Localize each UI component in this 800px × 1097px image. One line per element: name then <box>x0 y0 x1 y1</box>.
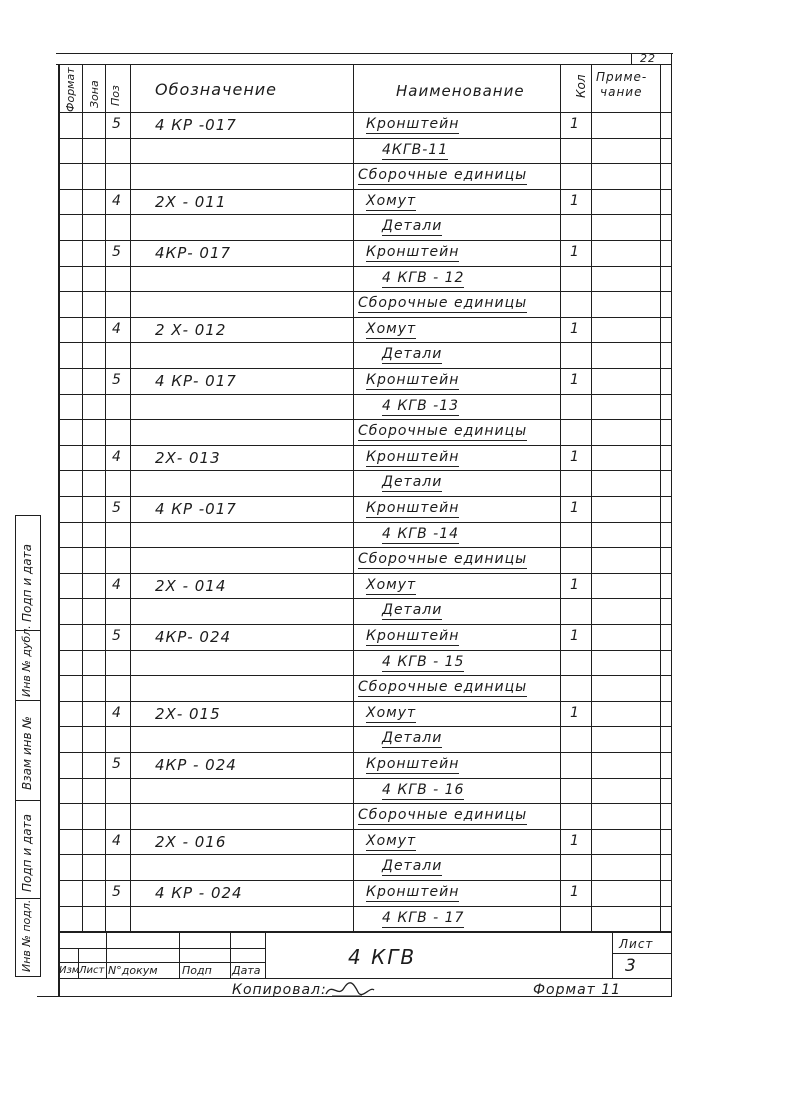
side-strip-inner-line <box>40 515 41 976</box>
row-qty: 1 <box>570 321 580 337</box>
row-name: 4 КГВ -13 <box>382 398 460 414</box>
copier-signature <box>322 980 378 1000</box>
copied-label: Копировал: <box>232 982 327 998</box>
row-line <box>58 470 671 471</box>
row-pos: 5 <box>112 756 122 772</box>
format-label: Формат 11 <box>533 982 622 998</box>
row-line <box>58 803 671 804</box>
header-top-line <box>56 64 672 65</box>
tb-label-list: Лист <box>79 965 105 976</box>
row-line <box>58 726 671 727</box>
row-qty: 1 <box>570 884 580 900</box>
row-pos: 5 <box>112 116 122 132</box>
top-frame-line <box>56 53 673 54</box>
tb-label-doc: N°докум <box>108 964 158 977</box>
tb-col-podp <box>230 932 231 978</box>
row-line <box>58 778 671 779</box>
row-designation: 2Х- 013 <box>155 449 221 467</box>
row-name: Кронштейн <box>366 500 460 516</box>
row-qty: 1 <box>570 244 580 260</box>
row-name: Детали <box>382 602 443 618</box>
row-qty: 1 <box>570 449 580 465</box>
row-name: Кронштейн <box>366 244 460 260</box>
row-name: Хомут <box>366 321 417 337</box>
row-name: Кронштейн <box>366 884 460 900</box>
title-block-row1 <box>58 948 265 949</box>
row-pos: 4 <box>112 321 122 337</box>
row-name: Детали <box>382 218 443 234</box>
row-pos: 4 <box>112 577 122 593</box>
row-line <box>58 394 671 395</box>
row-name: Сборочные единицы <box>358 679 528 695</box>
row-line <box>58 445 671 446</box>
row-line <box>58 624 671 625</box>
right-frame-line <box>671 53 672 997</box>
row-designation: 2Х- 015 <box>155 705 221 723</box>
row-line <box>58 189 671 190</box>
row-designation: 4КР- 024 <box>155 628 232 646</box>
row-name: Кронштейн <box>366 756 460 772</box>
row-name: Детали <box>382 474 443 490</box>
row-name: 4 КГВ - 15 <box>382 654 465 670</box>
row-name: 4 КГВ - 16 <box>382 782 465 798</box>
title-block-bottom <box>58 978 671 979</box>
row-name: Кронштейн <box>366 116 460 132</box>
row-pos: 4 <box>112 449 122 465</box>
row-designation: 2Х - 016 <box>155 833 227 851</box>
side-strip-outer-line <box>15 515 16 976</box>
row-line <box>58 547 671 548</box>
col-line-designation <box>353 64 354 932</box>
header-designation: Обозначение <box>155 80 278 99</box>
col-line-note <box>660 64 661 932</box>
row-designation: 2 Х- 012 <box>155 321 227 339</box>
row-line <box>58 317 671 318</box>
row-qty: 1 <box>570 500 580 516</box>
row-line <box>58 573 671 574</box>
row-designation: 4 КР -017 <box>155 116 237 134</box>
header-format: Формат <box>64 67 77 112</box>
row-designation: 2Х - 011 <box>155 193 227 211</box>
side-label-inv-podl: Инв № подл. <box>20 899 33 972</box>
tb-label-izm: Изм <box>59 965 80 976</box>
row-pos: 4 <box>112 193 122 209</box>
row-line <box>58 496 671 497</box>
row-line <box>58 163 671 164</box>
row-designation: 4 КР - 024 <box>155 884 243 902</box>
header-zone: Зона <box>88 80 101 108</box>
header-pos: Поз <box>109 85 122 106</box>
tb-col-doc <box>179 932 180 978</box>
row-designation: 4 КР- 017 <box>155 372 237 390</box>
row-name: Хомут <box>366 833 417 849</box>
row-line <box>58 880 671 881</box>
row-name: Хомут <box>366 577 417 593</box>
header-qty: Кол <box>574 74 588 98</box>
header-note-1: Приме- <box>596 70 648 84</box>
row-line <box>58 342 671 343</box>
row-line <box>58 522 671 523</box>
row-qty: 1 <box>570 833 580 849</box>
doc-code: 4 КГВ <box>348 945 417 969</box>
row-name: Сборочные единицы <box>358 551 528 567</box>
row-line <box>58 650 671 651</box>
row-name: Детали <box>382 346 443 362</box>
side-label-podp-data-1: Подп и дата <box>20 544 34 622</box>
row-pos: 5 <box>112 244 122 260</box>
col-line-name <box>560 64 561 932</box>
row-pos: 4 <box>112 705 122 721</box>
row-name: 4КГВ-11 <box>382 142 449 158</box>
row-qty: 1 <box>570 116 580 132</box>
row-line <box>58 368 671 369</box>
col-line-qty <box>591 64 592 932</box>
header-note-2: чание <box>600 85 643 99</box>
side-label-podp-data-2: Подп и дата <box>20 814 34 892</box>
row-pos: 5 <box>112 372 122 388</box>
row-designation: 2Х - 014 <box>155 577 227 595</box>
row-qty: 1 <box>570 705 580 721</box>
row-designation: 4КР- 017 <box>155 244 232 262</box>
row-line <box>58 854 671 855</box>
title-block-top <box>58 932 671 933</box>
sheet-number-box-line <box>631 53 632 65</box>
row-qty: 1 <box>570 193 580 209</box>
side-strip-bottom <box>15 976 41 977</box>
row-name: 4 КГВ - 17 <box>382 910 465 926</box>
row-name: Детали <box>382 730 443 746</box>
tb-col-sheet <box>612 932 613 978</box>
row-pos: 5 <box>112 884 122 900</box>
row-name: Хомут <box>366 193 417 209</box>
row-line <box>58 701 671 702</box>
row-name: Сборочные единицы <box>358 807 528 823</box>
side-label-vzam-inv: Взам инв № <box>20 716 34 790</box>
row-name: Кронштейн <box>366 372 460 388</box>
row-pos: 5 <box>112 500 122 516</box>
row-line <box>58 138 671 139</box>
side-label-inv-dubl: Инв № дубл. <box>20 625 33 697</box>
tb-label-podp: Подп <box>182 964 212 977</box>
title-block-row2 <box>58 962 265 963</box>
row-line <box>58 291 671 292</box>
row-line <box>58 829 671 830</box>
sheet-label: Лист <box>619 937 654 951</box>
col-line-zone <box>105 64 106 932</box>
row-designation: 4КР - 024 <box>155 756 237 774</box>
row-line <box>58 419 671 420</box>
left-frame-line <box>58 64 60 996</box>
row-name: Кронштейн <box>366 628 460 644</box>
sheet-value: 3 <box>625 956 637 976</box>
row-name: Сборочные единицы <box>358 423 528 439</box>
tb-col-list <box>106 932 107 978</box>
side-strip-div-3 <box>15 800 41 801</box>
row-name: Детали <box>382 858 443 874</box>
col-line-pos <box>130 64 131 932</box>
row-name: Сборочные единицы <box>358 167 528 183</box>
row-line <box>58 266 671 267</box>
row-line <box>58 752 671 753</box>
side-strip-div-2 <box>15 700 41 701</box>
row-line <box>58 214 671 215</box>
row-name: Хомут <box>366 705 417 721</box>
sheet-number-top: 22 <box>640 52 656 65</box>
row-pos: 4 <box>112 833 122 849</box>
tb-col-data <box>265 932 266 978</box>
row-name: Сборочные единицы <box>358 295 528 311</box>
side-strip-top <box>15 515 41 516</box>
tb-sheet-divider <box>612 953 671 954</box>
row-line <box>58 675 671 676</box>
header-bottom-line <box>58 112 671 113</box>
row-qty: 1 <box>570 628 580 644</box>
row-line <box>58 598 671 599</box>
row-name: 4 КГВ - 12 <box>382 270 465 286</box>
header-name: Наименование <box>396 82 525 100</box>
col-line-format <box>82 64 83 932</box>
row-qty: 1 <box>570 577 580 593</box>
row-name: 4 КГВ -14 <box>382 526 460 542</box>
row-qty: 1 <box>570 372 580 388</box>
row-line <box>58 906 671 907</box>
row-line <box>58 240 671 241</box>
row-name: Кронштейн <box>366 449 460 465</box>
row-pos: 5 <box>112 628 122 644</box>
tb-label-data: Дата <box>232 964 261 977</box>
row-designation: 4 КР -017 <box>155 500 237 518</box>
